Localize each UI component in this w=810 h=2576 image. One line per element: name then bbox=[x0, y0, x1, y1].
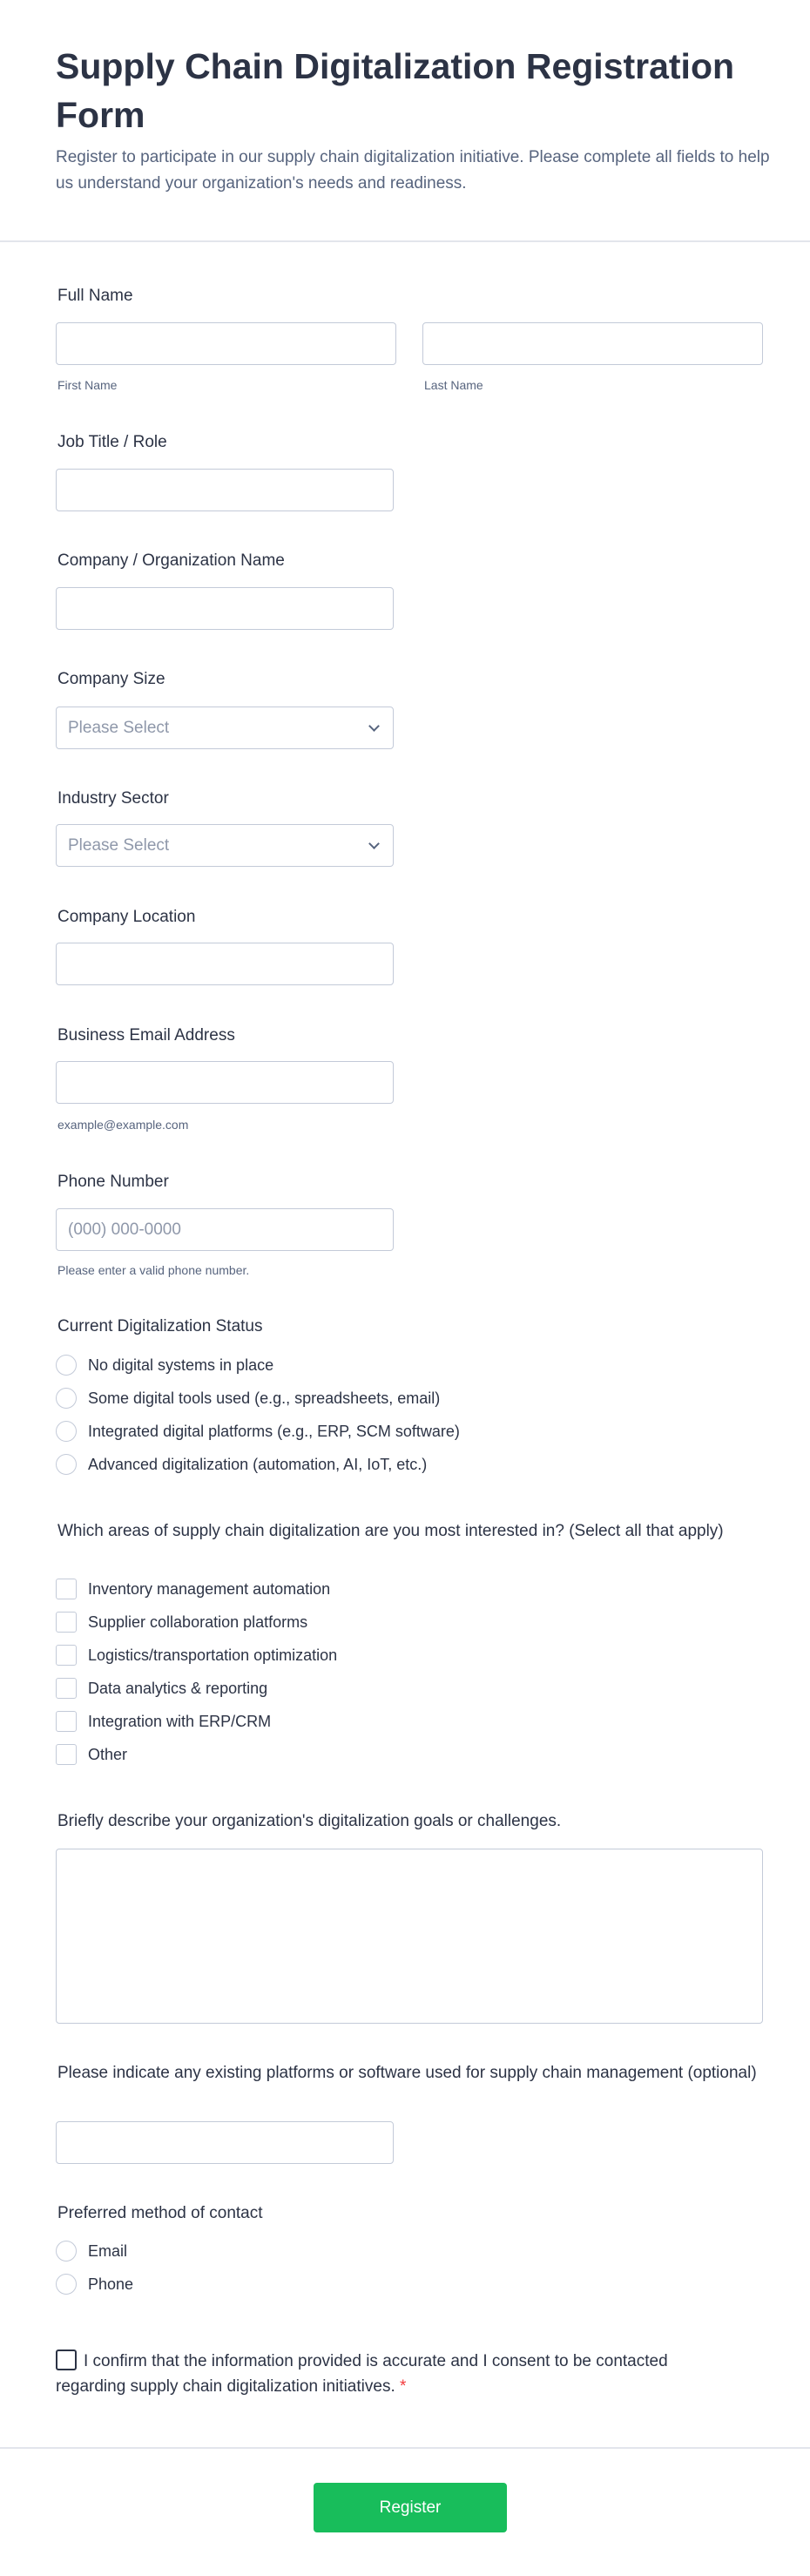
consent-field[interactable] bbox=[56, 2349, 700, 2399]
last-name-input[interactable] bbox=[422, 322, 763, 365]
company-input[interactable] bbox=[56, 587, 394, 630]
email-sublabel: example@example.com bbox=[57, 1118, 189, 1132]
last-name-sublabel: Last Name bbox=[424, 378, 483, 392]
job-title-input[interactable] bbox=[56, 469, 394, 511]
footer-divider bbox=[0, 2447, 810, 2449]
platforms-label: Please indicate any existing platforms or software used for supply chain management (optional) bbox=[57, 2064, 757, 2082]
location-input[interactable] bbox=[56, 943, 394, 985]
company-size-label: Company Size bbox=[57, 670, 165, 688]
phone-input[interactable] bbox=[56, 1208, 394, 1251]
checkbox[interactable] bbox=[56, 1744, 77, 1765]
option-label: Data analytics & reporting bbox=[88, 1679, 268, 1697]
first-name-input[interactable] bbox=[56, 322, 396, 365]
checkbox[interactable] bbox=[56, 1579, 77, 1599]
platforms-input[interactable] bbox=[56, 2121, 394, 2164]
job-title-label: Job Title / Role bbox=[57, 433, 167, 451]
contact-option[interactable] bbox=[56, 2240, 127, 2262]
goals-label: Briefly describe your organization's digitalization goals or challenges. bbox=[57, 1812, 562, 1830]
option-label: Integrated digital platforms (e.g., ERP, SCM software) bbox=[88, 1422, 460, 1440]
page-title: Supply Chain Digitalization Registration Form bbox=[56, 46, 735, 135]
status-option[interactable] bbox=[56, 1387, 440, 1410]
radio-button[interactable] bbox=[56, 1355, 77, 1376]
phone-label: Phone Number bbox=[57, 1173, 169, 1191]
phone-sublabel: Please enter a valid phone number. bbox=[57, 1263, 250, 1277]
option-label: Integration with ERP/CRM bbox=[88, 1712, 272, 1730]
industry-value: Please Select bbox=[68, 835, 170, 855]
divider bbox=[0, 240, 810, 242]
first-name-sublabel: First Name bbox=[57, 378, 118, 392]
status-label: Current Digitalization Status bbox=[57, 1317, 263, 1335]
radio-button[interactable] bbox=[56, 1421, 77, 1442]
area-option[interactable] bbox=[56, 1677, 267, 1700]
company-label: Company / Organization Name bbox=[57, 551, 285, 570]
phone-placeholder: (000) 000-0000 bbox=[68, 1220, 181, 1239]
option-label: Phone bbox=[88, 2275, 134, 2293]
register-button[interactable]: Register bbox=[314, 2483, 507, 2532]
option-label: Some digital tools used (e.g., spreadsheets, email) bbox=[88, 1389, 441, 1407]
areas-label: Which areas of supply chain digitalization are you most interested in? (Select all that apply) bbox=[57, 1522, 724, 1540]
status-option[interactable] bbox=[56, 1453, 427, 1476]
company-size-select[interactable] bbox=[56, 707, 394, 749]
area-option[interactable] bbox=[56, 1611, 307, 1633]
location-label: Company Location bbox=[57, 908, 196, 926]
area-option[interactable] bbox=[56, 1743, 127, 1766]
email-input[interactable] bbox=[56, 1061, 394, 1104]
area-option[interactable] bbox=[56, 1578, 330, 1600]
option-label: Other bbox=[88, 1745, 128, 1763]
chevron-down-icon bbox=[368, 720, 380, 732]
radio-button[interactable] bbox=[56, 1454, 77, 1475]
checkbox[interactable] bbox=[56, 1612, 77, 1633]
option-label: No digital systems in place bbox=[88, 1356, 274, 1374]
consent-label: I confirm that the information provided is accurate and I consent to be contacted regarding supply chain digitalization initiatives. bbox=[56, 2352, 668, 2396]
area-option[interactable] bbox=[56, 1644, 337, 1667]
option-label: Email bbox=[88, 2241, 128, 2260]
email-label: Business Email Address bbox=[57, 1026, 235, 1045]
consent-checkbox[interactable] bbox=[56, 2350, 77, 2370]
option-label: Logistics/transportation optimization bbox=[88, 1646, 338, 1664]
company-size-value: Please Select bbox=[68, 718, 170, 737]
chevron-down-icon bbox=[368, 838, 380, 849]
radio-button[interactable] bbox=[56, 2241, 77, 2262]
page-description: Register to participate in our supply chain digitalization initiative. Please complete all fields to help us understand your organization's needs and readiness. bbox=[56, 148, 770, 193]
status-option[interactable] bbox=[56, 1420, 460, 1443]
radio-button[interactable] bbox=[56, 2274, 77, 2295]
status-option[interactable] bbox=[56, 1354, 273, 1376]
option-label: Inventory management automation bbox=[88, 1579, 331, 1598]
industry-label: Industry Sector bbox=[57, 789, 169, 808]
industry-select[interactable] bbox=[56, 824, 394, 867]
option-label: Supplier collaboration platforms bbox=[88, 1613, 308, 1631]
radio-button[interactable] bbox=[56, 1388, 77, 1409]
goals-textarea[interactable] bbox=[56, 1849, 763, 2024]
required-mark: * bbox=[400, 2377, 407, 2396]
checkbox[interactable] bbox=[56, 1711, 77, 1732]
checkbox[interactable] bbox=[56, 1678, 77, 1699]
contact-option[interactable] bbox=[56, 2273, 133, 2295]
area-option[interactable] bbox=[56, 1710, 271, 1733]
checkbox[interactable] bbox=[56, 1645, 77, 1666]
contact-label: Preferred method of contact bbox=[57, 2204, 263, 2222]
full-name-label: Full Name bbox=[57, 287, 133, 305]
option-label: Advanced digitalization (automation, AI, IoT, etc.) bbox=[88, 1455, 428, 1473]
